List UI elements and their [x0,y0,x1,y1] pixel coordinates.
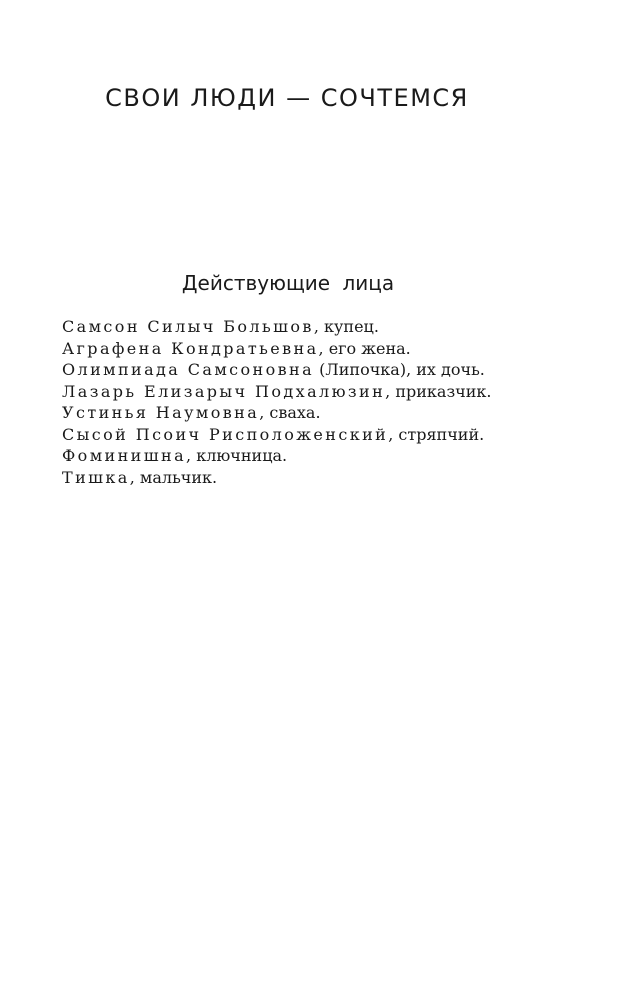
cast-item [62,381,582,403]
character-name: Аграфена Кондратьевна [62,338,319,358]
character-name: Самсон Силыч Большов [62,317,314,336]
cast-item [62,359,582,381]
cast-item [62,338,582,360]
cast-item [62,445,582,467]
character-name: Фоминишна [62,446,187,465]
cast-item [62,424,582,446]
character-description: (Липочка), их дочь. [314,360,485,379]
cast-heading: Действующие лица [181,271,395,295]
character-description: , сваха. [259,403,321,422]
character-description: , мальчик. [129,467,218,487]
cast-item [62,467,582,489]
character-description: , стряпчий. [388,424,485,444]
character-name: Тишка [62,467,130,487]
character-name: Устинья Наумовна [62,403,260,422]
cast-item [62,402,582,424]
character-name: Сысой Псоич Рисположенский [62,424,389,444]
character-name: Олимпиада Самсоновна [62,360,315,379]
cast-item [62,316,582,338]
character-description: , купец. [313,317,379,336]
play-title: СВОИ ЛЮДИ — СОЧТЕМСЯ [105,84,469,112]
character-description: , его жена. [318,338,411,358]
character-name: Лазарь Елизарыч Подхалюзин [62,381,386,401]
character-description: , приказчик. [385,381,492,401]
character-description: , ключница. [186,446,288,465]
cast-list [62,316,582,488]
